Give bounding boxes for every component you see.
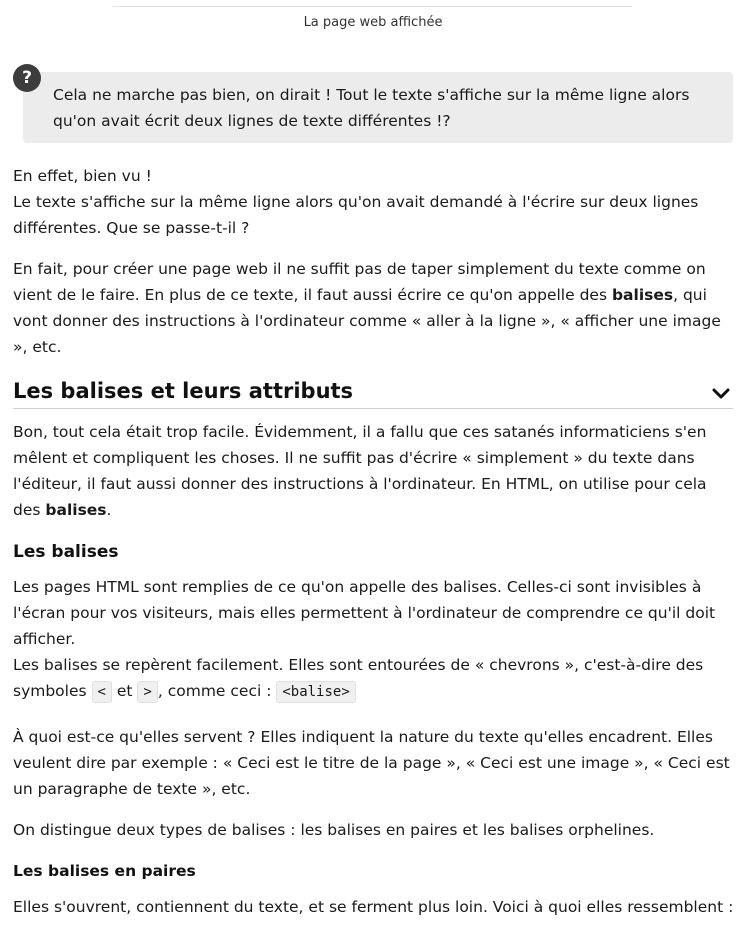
intro-line-2: Le texte s'affiche sur la même ligne alors qu'on avait demandé à l'écrire sur deux lignes différentes. Que se passe-t-il ?	[13, 193, 699, 237]
balises-paragraph-3: On distingue deux types de balises : les balises en paires et les balises orphelines.	[13, 821, 655, 839]
balises-paragraph-2: À quoi est-ce qu'elles servent ? Elles indiquent la nature du texte qu'elles encadrent. Elles veulent dire par exemple : « Ceci est le titre de la page », « Ceci est une image », « Ceci est un paragraphe de texte », etc.	[13, 728, 730, 798]
intro-line-1: En effet, bien vu !	[13, 167, 152, 185]
section-p-bold: balises	[45, 501, 107, 519]
balises-p1-et: et	[111, 682, 138, 700]
section-p-after: .	[106, 501, 112, 519]
code-lt: <	[92, 681, 112, 703]
subsection-title-balises: Les balises	[13, 542, 119, 562]
subsection-title-paires: Les balises en paires	[13, 862, 196, 880]
section-paragraph	[13, 419, 735, 523]
balises-p1-line2-before: Les balises se repèrent facilement. Elles sont entourées de « chevrons », c'est-à-dire des symboles	[13, 656, 704, 700]
balises-paragraph-1	[13, 574, 735, 705]
paires-paragraph-1: Elles s'ouvrent, contiennent du texte, et se ferment plus loin. Voici à quoi elles ressemblent :	[13, 898, 734, 916]
balises-p1-line1: Les pages HTML sont remplies de ce qu'on appelle des balises. Celles-ci sont invisibles à l'écran pour vos visiteurs, mais elles permettent à l'ordinateur de comprendre ce qu'il doit afficher.	[13, 578, 716, 648]
question-text: Cela ne marche pas bien, on dirait ! Tout le texte s'affiche sur la même ligne alors qu'on avait écrit deux lignes de texte différentes !?	[53, 86, 690, 130]
section-title: Les balises et leurs attributs	[13, 379, 354, 403]
section-p-before: Bon, tout cela était trop facile. Évidemment, il a fallu que ces satanés informaticiens s'en mêlent et compliquent les choses. Il ne suffit pas d'écrire « simplement » du texte dans l'éditeur, il faut aussi donner des instructions à l'ordinateur. En HTML, on utilise pour cela des	[13, 423, 707, 519]
intro-p2-after: , qui vont donner des instructions à l'ordinateur comme « aller à la ligne », « afficher une image », etc.	[13, 286, 721, 356]
intro-paragraph-1	[13, 163, 735, 241]
code-balise: <balise>	[276, 681, 355, 703]
question-mark-icon: ?	[13, 64, 41, 92]
balises-p1-comme: , comme ceci :	[157, 682, 277, 700]
chevron-down-icon[interactable]	[710, 382, 732, 404]
intro-p2-bold: balises	[611, 286, 674, 304]
image-bottom-divider	[113, 6, 632, 7]
intro-p2-before: En fait, pour créer une page web il ne suffit pas de taper simplement du texte comme on vient de le faire. En plus de ce texte, il faut aussi écrire ce qu'on appelle des	[13, 260, 706, 304]
code-gt: >	[137, 681, 157, 703]
figure-caption: La page web affichée	[303, 15, 443, 30]
intro-paragraph-2	[13, 256, 735, 360]
section-divider	[13, 408, 733, 409]
